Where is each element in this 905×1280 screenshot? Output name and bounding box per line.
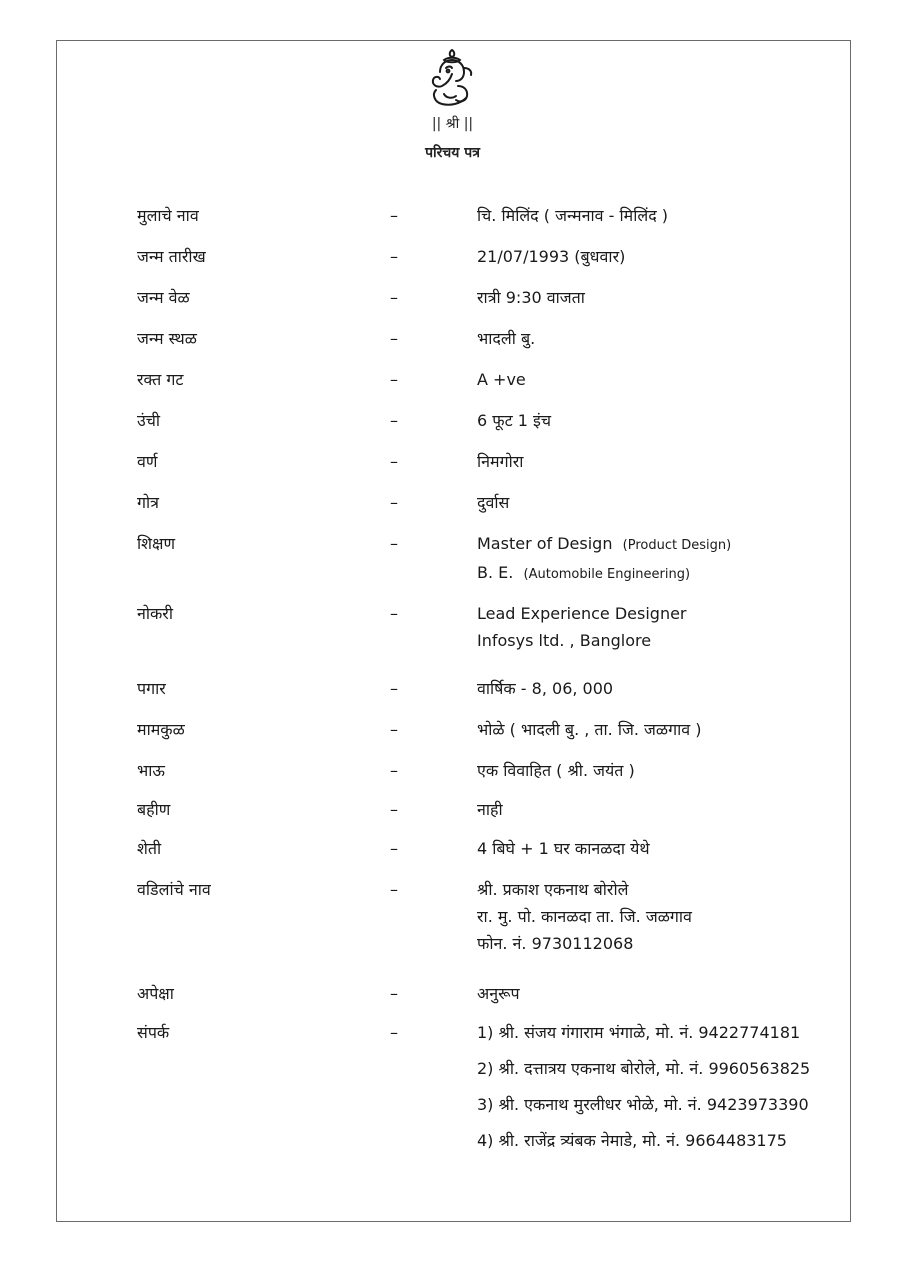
separator: – bbox=[390, 604, 398, 623]
contact-list bbox=[477, 1015, 810, 1159]
value-birth-place: भादली बु. bbox=[477, 329, 536, 348]
separator: – bbox=[390, 679, 398, 698]
father-address: रा. मु. पो. कानळदा ता. जि. जळगाव bbox=[477, 907, 692, 926]
value-name: चि. मिलिंद ( जन्मनाव - मिलिंद ) bbox=[477, 206, 669, 225]
separator: – bbox=[390, 370, 398, 389]
label-height: उंची bbox=[137, 411, 161, 430]
label-birth-place: जन्म स्थळ bbox=[137, 329, 197, 348]
label-job: नोकरी bbox=[137, 604, 174, 623]
contact-item: 3) श्री. एकनाथ मुरलीधर भोळे, मो. नं. 9423973390 bbox=[477, 1095, 809, 1114]
separator: – bbox=[390, 534, 398, 553]
separator: – bbox=[390, 880, 398, 899]
label-sister: बहीण bbox=[137, 800, 171, 819]
value-gotra: दुर्वास bbox=[477, 493, 510, 512]
value-birth-time: रात्री 9:30 वाजता bbox=[477, 288, 585, 307]
label-dob: जन्म तारीख bbox=[137, 247, 206, 266]
value-height: 6 फूट 1 इंच bbox=[477, 411, 552, 430]
label-education: शिक्षण bbox=[137, 534, 176, 553]
separator: – bbox=[390, 839, 398, 858]
label-gotra: गोत्र bbox=[137, 493, 159, 512]
separator: – bbox=[390, 411, 398, 430]
label-birth-time: जन्म वेळ bbox=[137, 288, 190, 307]
value-father bbox=[477, 876, 692, 957]
label-brother: भाऊ bbox=[137, 761, 165, 780]
shri-heading: || श्री || bbox=[431, 116, 474, 132]
separator: – bbox=[390, 288, 398, 307]
label-contact: संपर्क bbox=[137, 1023, 170, 1042]
ganesh-emblem-icon bbox=[424, 46, 480, 110]
value-job bbox=[477, 600, 687, 654]
value-farming: 4 बिघे + 1 घर कानळदा येथे bbox=[477, 839, 650, 858]
father-name: श्री. प्रकाश एकनाथ बोरोले bbox=[477, 880, 629, 899]
label-mamkul: मामकुळ bbox=[137, 720, 185, 739]
value-dob: 21/07/1993 (बुधवार) bbox=[477, 247, 626, 266]
degree-name: Master of Design bbox=[477, 534, 613, 553]
job-title: Lead Experience Designer bbox=[477, 604, 687, 623]
degree-specialization: (Product Design) bbox=[622, 538, 732, 553]
value-brother: एक विवाहित ( श्री. जयंत ) bbox=[477, 761, 635, 780]
label-complexion: वर्ण bbox=[137, 452, 158, 471]
contact-item: 2) श्री. दत्तात्रय एकनाथ बोरोले, मो. नं. 9960563825 bbox=[477, 1059, 811, 1078]
value-blood-group: A +ve bbox=[477, 370, 526, 389]
value-education bbox=[477, 530, 731, 588]
father-phone: फोन. नं. 9730112068 bbox=[477, 934, 634, 953]
separator: – bbox=[390, 329, 398, 348]
page-title: परिचय पत्र bbox=[425, 145, 480, 161]
separator: – bbox=[390, 206, 398, 225]
separator: – bbox=[390, 761, 398, 780]
label-farming: शेती bbox=[137, 839, 162, 858]
job-company: Infosys ltd. , Banglore bbox=[477, 631, 652, 650]
label-expectation: अपेक्षा bbox=[137, 984, 174, 1003]
separator: – bbox=[390, 452, 398, 471]
value-sister: नाही bbox=[477, 800, 503, 819]
value-complexion: निमगोरा bbox=[477, 452, 524, 471]
label-blood-group: रक्त गट bbox=[137, 370, 184, 389]
label-salary: पगार bbox=[137, 679, 166, 698]
value-mamkul: भोळे ( भादली बु. , ता. जि. जळगाव ) bbox=[477, 720, 702, 739]
separator: – bbox=[390, 984, 398, 1003]
value-expectation: अनुरूप bbox=[477, 984, 520, 1003]
separator: – bbox=[390, 247, 398, 266]
education-line bbox=[477, 530, 731, 559]
contact-item: 4) श्री. राजेंद्र त्र्यंबक नेमाडे, मो. नं. 9664483175 bbox=[477, 1131, 787, 1150]
separator: – bbox=[390, 800, 398, 819]
separator: – bbox=[390, 1023, 398, 1042]
contact-item: 1) श्री. संजय गंगाराम भंगाळे, मो. नं. 9422774181 bbox=[477, 1023, 801, 1042]
separator: – bbox=[390, 720, 398, 739]
degree-specialization: (Automobile Engineering) bbox=[523, 567, 691, 582]
label-father: वडिलांचे नाव bbox=[137, 880, 211, 899]
degree-name: B. E. bbox=[477, 563, 514, 582]
value-salary: वार्षिक - 8, 06, 000 bbox=[477, 679, 614, 698]
separator: – bbox=[390, 493, 398, 512]
education-line bbox=[477, 559, 731, 588]
label-name: मुलाचे नाव bbox=[137, 206, 199, 225]
